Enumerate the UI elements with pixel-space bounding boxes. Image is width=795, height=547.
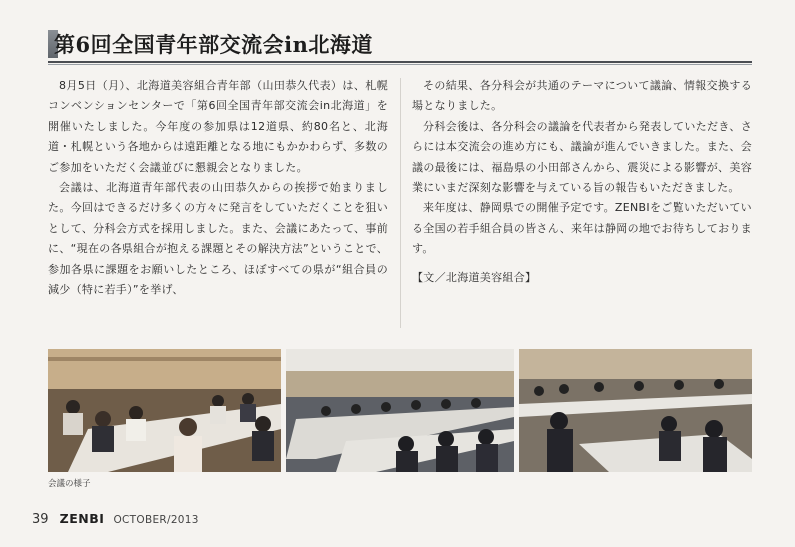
paragraph: 会議は、北海道青年部代表の山田恭久からの挨拶で始まりました。今回はできるだけ多くの方々に発言をしていただくことを狙いとして、分科会方式を採用しました。また、会議にあたって、事前に、“現在の各県組合が抱える課題とその解決方法”ということで、参加各県に課題をお願いしたところ、ほぼすべての県が“組合員の減少（特に若手）”を挙げ、: [48, 181, 388, 297]
paragraph: 分科会後は、各分科会の議論を代表者から発表していただき、さらには本交流会の進め方にも、議論が進んでいきました。また、会議の最後には、福島県の小田部さんから、震災による影響が、美容業にいまだ深刻な影響を与えている旨の報告もいただきました。: [412, 119, 752, 195]
left-column: [48, 76, 388, 300]
page-footer: [32, 508, 199, 527]
page-number: 39: [32, 512, 49, 527]
column-divider: [400, 78, 401, 328]
title-underline: [48, 61, 752, 63]
right-column: [412, 76, 752, 288]
title-underline-thin: [48, 64, 752, 65]
paragraph: 来年度は、静岡県での開催予定です。ZENBIをご覧いただいている全国の若手組合員の皆さん、来年は静岡の地でお待ちしております。: [412, 201, 752, 256]
article-credit: 【文／北海道美容組合】: [412, 270, 537, 284]
magazine-brand: ZENBI: [59, 511, 105, 526]
meeting-photo-1: [48, 349, 281, 472]
issue-date: OCTOBER/2013: [113, 514, 199, 526]
article-header: [48, 30, 748, 60]
photo-caption: 会議の様子: [48, 479, 91, 489]
meeting-photo-3: [519, 349, 752, 472]
paragraph: その結果、各分科会が共通のテーマについて議論、情報交換する場となりました。: [412, 79, 752, 113]
article-title: 第6回全国青年部交流会in北海道: [54, 32, 373, 57]
paragraph: 8月5日（月）、北海道美容組合青年部（山田恭久代表）は、札幌コンベンションセンターで「第6回全国青年部交流会in北海道」を開催いたしました。今年度の参加県は12道県、約80名と、北海道・札幌という各地からは遠距離となる地にもかかわらず、多数のご参加をいただく会議並びに懇親会となりました。: [48, 79, 388, 174]
meeting-photo-2: [286, 349, 514, 472]
